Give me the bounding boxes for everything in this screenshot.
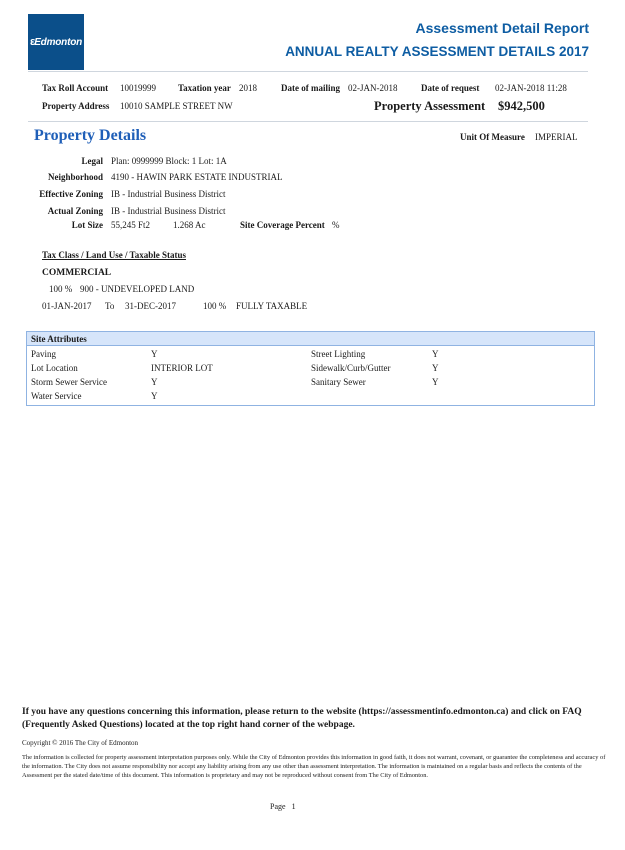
attr-label: Paving bbox=[31, 349, 57, 359]
neighborhood-value: 4190 - HAWIN PARK ESTATE INDUSTRIAL bbox=[111, 172, 283, 182]
tax-class-heading: Tax Class / Land Use / Taxable Status bbox=[42, 250, 186, 260]
request-date-label: Date of request bbox=[421, 83, 480, 93]
taxable-percent: 100 % bbox=[203, 301, 227, 311]
land-use-value: 900 - UNDEVELOPED LAND bbox=[80, 284, 195, 294]
property-details-title: Property Details bbox=[34, 127, 147, 144]
coverage-value: % bbox=[332, 220, 340, 230]
site-attributes-heading: Site Attributes bbox=[27, 332, 594, 346]
faq-note: If you have any questions concerning this information, please return to the website (https://assessmentinfo.edmonton.ca) and click on FAQ (Frequently Asked Questions) located at the top right hand corner of the webpage. bbox=[22, 707, 582, 730]
attr-value: INTERIOR LOT bbox=[151, 363, 213, 373]
attr-value: Y bbox=[432, 349, 439, 359]
logo-swoosh-icon: ε bbox=[29, 36, 36, 48]
period-to: 31-DEC-2017 bbox=[125, 301, 176, 311]
report-title: Assessment Detail Report bbox=[415, 20, 589, 36]
page-number-value: 1 bbox=[291, 802, 296, 811]
attr-label: Sanitary Sewer bbox=[311, 377, 366, 387]
tax-roll-value: 10019999 bbox=[120, 83, 156, 93]
address-value: 10010 SAMPLE STREET NW bbox=[120, 101, 233, 111]
tax-year-value: 2018 bbox=[239, 83, 257, 93]
site-attributes-table bbox=[26, 331, 595, 406]
attr-value: Y bbox=[151, 377, 158, 387]
land-use-percent: 100 % bbox=[49, 284, 73, 294]
page-number bbox=[270, 802, 296, 811]
uom-value: IMPERIAL bbox=[535, 132, 578, 142]
attr-label: Water Service bbox=[31, 391, 82, 401]
coverage-label: Site Coverage Percent bbox=[240, 220, 325, 230]
actual-zoning-value: IB - Industrial Business District bbox=[111, 206, 226, 216]
report-subtitle: ANNUAL REALTY ASSESSMENT DETAILS 2017 bbox=[285, 44, 589, 59]
uom-label: Unit Of Measure bbox=[460, 132, 525, 142]
assessment-value: $942,500 bbox=[498, 99, 545, 113]
attr-value: Y bbox=[151, 391, 158, 401]
request-date-value: 02-JAN-2018 11:28 bbox=[495, 83, 567, 93]
actual-zoning-label: Actual Zoning bbox=[47, 206, 103, 216]
attr-label: Sidewalk/Curb/Gutter bbox=[311, 363, 391, 373]
mailing-date-value: 02-JAN-2018 bbox=[348, 83, 398, 93]
attr-value: Y bbox=[151, 349, 158, 359]
tax-year-label: Taxation year bbox=[178, 83, 231, 93]
lot-size-label: Lot Size bbox=[71, 220, 103, 230]
header-divider bbox=[28, 71, 588, 72]
tax-roll-label: Tax Roll Account bbox=[42, 83, 109, 93]
attr-value: Y bbox=[432, 377, 439, 387]
attr-label: Storm Sewer Service bbox=[31, 377, 107, 387]
lot-size-ac: 1.268 Ac bbox=[173, 220, 206, 230]
attr-label: Lot Location bbox=[31, 363, 78, 373]
account-divider bbox=[28, 121, 588, 122]
effective-zoning-label: Effective Zoning bbox=[39, 189, 103, 199]
assessment-label: Property Assessment bbox=[374, 99, 486, 113]
taxable-status: FULLY TAXABLE bbox=[236, 301, 308, 311]
lot-size-ft: 55,245 Ft2 bbox=[111, 220, 151, 230]
tax-class-name: COMMERCIAL bbox=[42, 268, 112, 278]
neighborhood-label: Neighborhood bbox=[47, 172, 103, 182]
logo-text: Edmonton bbox=[34, 36, 83, 48]
city-logo bbox=[28, 14, 84, 70]
address-label: Property Address bbox=[42, 101, 110, 111]
disclaimer: The information is collected for property assessment interpretation purposes only. While the City of Edmonton provides this information in good faith, it does not warrant, covenant, or guarantee the completeness and accuracy of the information. The City does not assume responsibility nor accept any liability arising from any use other than assessment interpretation. The information is maintained on a regular basis and reflects the contents of the Assessment per the stated date/time of this document. This information is proprietary and may not be reproduced without consent from The City of Edmonton. bbox=[22, 754, 606, 779]
effective-zoning-value: IB - Industrial Business District bbox=[111, 189, 226, 199]
copyright: Copyright © 2016 The City of Edmonton bbox=[22, 739, 139, 747]
period-from: 01-JAN-2017 bbox=[42, 301, 92, 311]
period-to-label: To bbox=[105, 301, 115, 311]
attr-label: Street Lighting bbox=[311, 349, 366, 359]
page-label: Page bbox=[270, 802, 286, 811]
mailing-date-label: Date of mailing bbox=[281, 83, 340, 93]
legal-value: Plan: 0999999 Block: 1 Lot: 1A bbox=[111, 156, 227, 166]
attr-value: Y bbox=[432, 363, 439, 373]
legal-label: Legal bbox=[81, 156, 103, 166]
